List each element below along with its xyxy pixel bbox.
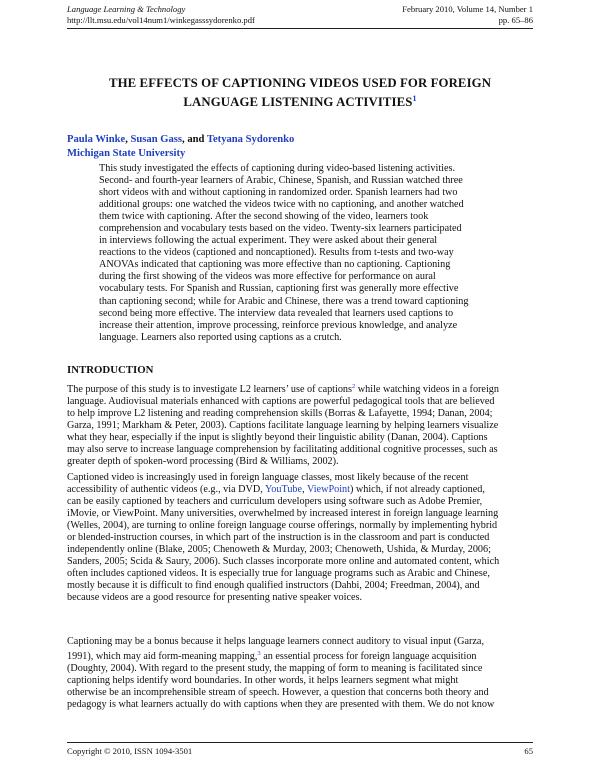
text-run: , [302,484,307,496]
text-run: The purpose of this study is to investigate L2 learners’ use of captions [67,384,352,395]
copyright-notice: Copyright © 2010, ISSN 1094-3501 [67,746,193,756]
author-link-sydorenko[interactable]: Tetyana Sydorenko [206,134,295,145]
abstract-line: in interviews following the actual experiment. They were asked about their general [99,235,438,247]
footnote-link-2[interactable]: 2 [352,383,356,390]
header-divider [67,28,533,29]
article-title [67,76,533,110]
abstract-line: language. Learners also reported using captions as a crutch. [99,331,342,343]
paragraph-line: independently online (Blake, 2005; Chenoweth & Murday, 2003; Chenoweth, Ushida, & Murday, 2006; [67,544,491,556]
paragraph-line: otherwise be an incomprehensible stream of speech. However, a question that concerns both theory and [67,687,489,699]
paragraph-line: Garza, 1991; Markham & Peter, 2003). Captions facilitate language learning by helping learners visualize [67,420,499,432]
page-range: pp. 65–86 [498,15,533,25]
running-footer [67,746,533,756]
page-number: 65 [524,746,533,756]
abstract-line: This study investigated the effects of captioning during video-based listening activities. [99,163,456,174]
title-footnote-link[interactable]: 1 [412,94,417,103]
paragraph-line: because videos are a good resource for presenting native speaker voices. [67,592,363,604]
abstract-line: ANOVAs indicated that captioning was more effective than no captioning. Captioning [99,259,451,271]
paragraph-line: captioning helps identify word boundaries. In other words, it helps learners segment what might [67,675,459,687]
journal-name: Language Learning & Technology [67,4,186,14]
paragraph-line: may also serve to increase language comprehension by facilitating additional cognitive processes, such as [67,444,498,456]
title-line-1: THE EFFECTS OF CAPTIONING VIDEOS USED FOR FOREIGN [108,76,492,90]
text-run: ) which, if not already captioned, [349,484,485,496]
paragraph-line: or blended-instruction courses, in which part of the instruction is in the classroom and part is conducted [67,532,490,544]
title-line-2: LANGUAGE LISTENING ACTIVITIES [183,95,413,109]
paragraph-line: Captioning may be a bonus because it helps language learners connect auditory to visual input (Garza, [67,636,484,647]
paragraph-line: greater depth of spoken-word processing (Bird & Williams, 2002). [67,456,339,468]
author-link-gass[interactable]: Susan Gass [130,134,183,145]
text-run: 1991), which may aid form-meaning mapping, [67,651,258,663]
footer-divider [67,742,533,743]
paragraph-line: (Welles, 2004), are turning to online foreign language course offerings, normally by implementing hybrid [67,520,498,532]
affiliation-link[interactable]: Michigan State University [67,148,186,159]
abstract-line: Second- and fourth-year learners of Arabic, Chinese, Spanish, and Russian watched three [99,175,463,187]
abstract-line: vocabulary tests. For Spanish and Russian, captioning first was generally more effective [99,283,459,295]
abstract-line: reactions to the videos (captioned and noncaptioned). Results from t-tests and two-way [99,247,454,259]
abstract-line: them twice with captioning. After the second showing of the video, learners took [99,211,429,223]
abstract-line: additional groups: one watched the videos twice with no captioning, and another watched [99,199,464,211]
paragraph-line: (Doughty, 2004). With regard to the present study, the mapping of form to meaning is facilitated since [67,663,483,675]
paragraph-line: Sanders, 2005; Scida & Saury, 2006). Such classes incorporate more online and automated content, which [67,556,500,568]
abstract-line: during the first showing of the videos was more effective for performance on aural [99,271,436,283]
paragraph-line: Captioned video is increasingly used in foreign language classes, most likely because of the recent [67,472,469,483]
footnote-link-3[interactable]: 3 [257,650,261,658]
viewpoint-link[interactable]: ViewPoint [306,484,350,496]
paragraph-line: pedagogy is what learners actually do with captions when they are presented with them. We do not know [67,699,495,711]
paragraph-line [67,484,537,496]
running-header [67,4,533,26]
text-run: an essential process for foreign language acquisition [260,651,477,663]
article-url[interactable]: http://llt.msu.edu/vol14num1/winkegasssydorenko.pdf [67,15,255,25]
author-separator: , [125,134,131,145]
paragraph-line: what they hear, especially if the input is slightly beyond their linguistic ability (Danan, 2004). Captions [67,432,488,444]
paragraph-line: mostly because it is difficult to find enough qualified instructors (Dahbi, 2004; Freedman, 2004), and [67,580,480,592]
abstract-line: comprehension and vocabulary tests based on the video. Twenty-six learners participated [99,223,462,235]
author-link-winke[interactable]: Paula Winke [67,134,126,145]
paragraph-line: often includes captioned videos. It is especially true for language programs such as Arabic and Chinese, [67,568,490,580]
youtube-link[interactable]: YouTube [264,484,303,496]
paragraph-2 [67,472,537,605]
paragraph-line [67,648,537,663]
abstract-line: short videos with and without captioning in randomized order. Spanish learners had two [99,187,458,199]
text-run: accessibility of authentic videos (e.g., via DVD, [67,484,265,496]
text-run: while watching videos in a foreign [355,384,499,395]
paragraph-line: can be easily captioned by teachers and curriculum developers using software such as Adobe Premier, [67,496,483,508]
abstract-line: than captioning second; while for Arabic and Chinese, there was a trend toward captioning [99,295,469,307]
author-list [67,133,294,147]
paragraph-line: to help improve L2 listening and reading comprehension skills (Borras & Lafayette, 1994; Danan, 2004; [67,408,493,420]
author-separator: , and [182,134,207,145]
section-heading-introduction: INTRODUCTION [67,364,154,376]
paragraph-line: language. Audiovisual materials enhanced with captions are powerful pedagogical tools that are believed [67,396,495,408]
paragraph-line: iMovie, or ViewPoint. Many universities, overwhelmed by increased interest in foreign language learning [67,508,499,520]
paragraph-3 [67,636,537,711]
abstract-line: second being more effective. The interview data revealed that learners used captions to [99,307,454,319]
issue-info: February 2010, Volume 14, Number 1 [402,4,533,14]
abstract [99,163,504,344]
paragraph-1 [67,381,537,468]
abstract-line: increase their attention, improve processing, reinforce previous knowledge, and analyze [99,319,458,331]
paragraph-line [67,381,537,396]
